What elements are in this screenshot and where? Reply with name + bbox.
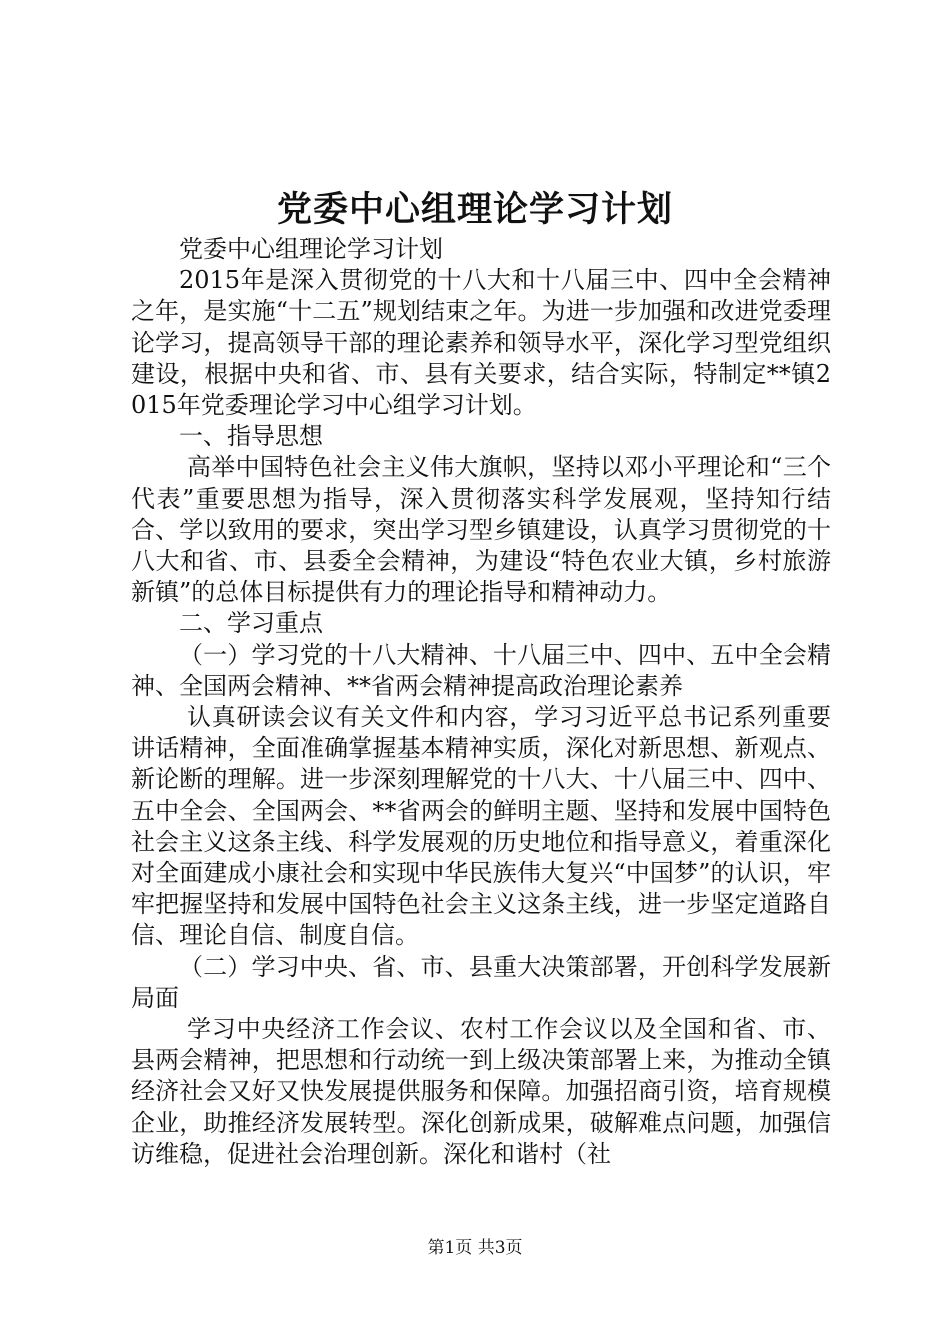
paragraph-guiding-ideology: 高举中国特色社会主义伟大旗帜，坚持以邓小平理论和“三个代表”重要思想为指导，深入贯彻落实科学发展观，坚持知行结合、学以致用的要求，突出学习型乡镇建设，认真学习贯彻党的十八大和省、市、县委全会精神，为建设“特色农业大镇，乡村旅游新镇”的总体目标提供有力的理论指导和精神动力。 bbox=[131, 453, 831, 607]
document-title: 党委中心组理论学习计划 bbox=[276, 189, 673, 230]
paragraph-intro: 2015年是深入贯彻党的十八大和十八届三中、四中全会精神之年，是实施“十二五”规划结束之年。为进一步加强和改进党委理论学习，提高领导干部的理论素养和领导水平，深化学习型党组织建设，根据中央和省、市、县有关要求，结合实际，特制定**镇2015年党委理论学习中心组学习计划。 bbox=[131, 266, 831, 420]
paragraph-study-1: 认真研读会议有关文件和内容，学习习近平总书记系列重要讲话精神，全面准确掌握基本精神实质，深化对新思想、新观点、新论断的理解。进一步深刻理解党的十八大、十八届三中、四中、五中全会、全国两会、**省两会的鲜明主题、坚持和发展中国特色社会主义这条主线、科学发展观的历史地位和指导意义，着重深化对全面建成小康社会和实现中华民族伟大复兴“中国梦”的认识，牢牢把握坚持和发展中国特色社会主义这条主线，进一步坚定道路自信、理论自信、制度自信。 bbox=[131, 703, 831, 950]
document-body bbox=[131, 234, 831, 1170]
page-footer: 第1页 共3页 bbox=[427, 1238, 523, 1258]
section-heading-study-focus: 二、学习重点 bbox=[179, 609, 323, 638]
paragraph-subtitle: 党委中心组理论学习计划 bbox=[179, 235, 443, 263]
subsection-heading-1: （一）学习党的十八大精神、十八届三中、四中、五中全会精神、全国两会精神、**省两会精神提高政治理论素养 bbox=[131, 640, 831, 700]
section-heading-guiding-ideology: 一、指导思想 bbox=[179, 422, 323, 451]
subsection-heading-2: （二）学习中央、省、市、县重大决策部署，开创科学发展新局面 bbox=[131, 952, 831, 1012]
paragraph-study-2: 学习中央经济工作会议、农村工作会议以及全国和省、市、县两会精神，把思想和行动统一到上级决策部署上来，为推动全镇经济社会又好又快发展提供服务和保障。加强招商引资，培育规模企业，助推经济发展转型。深化创新成果，破解难点问题，加强信访维稳，促进社会治理创新。深化和谐村（社 bbox=[131, 1015, 831, 1168]
